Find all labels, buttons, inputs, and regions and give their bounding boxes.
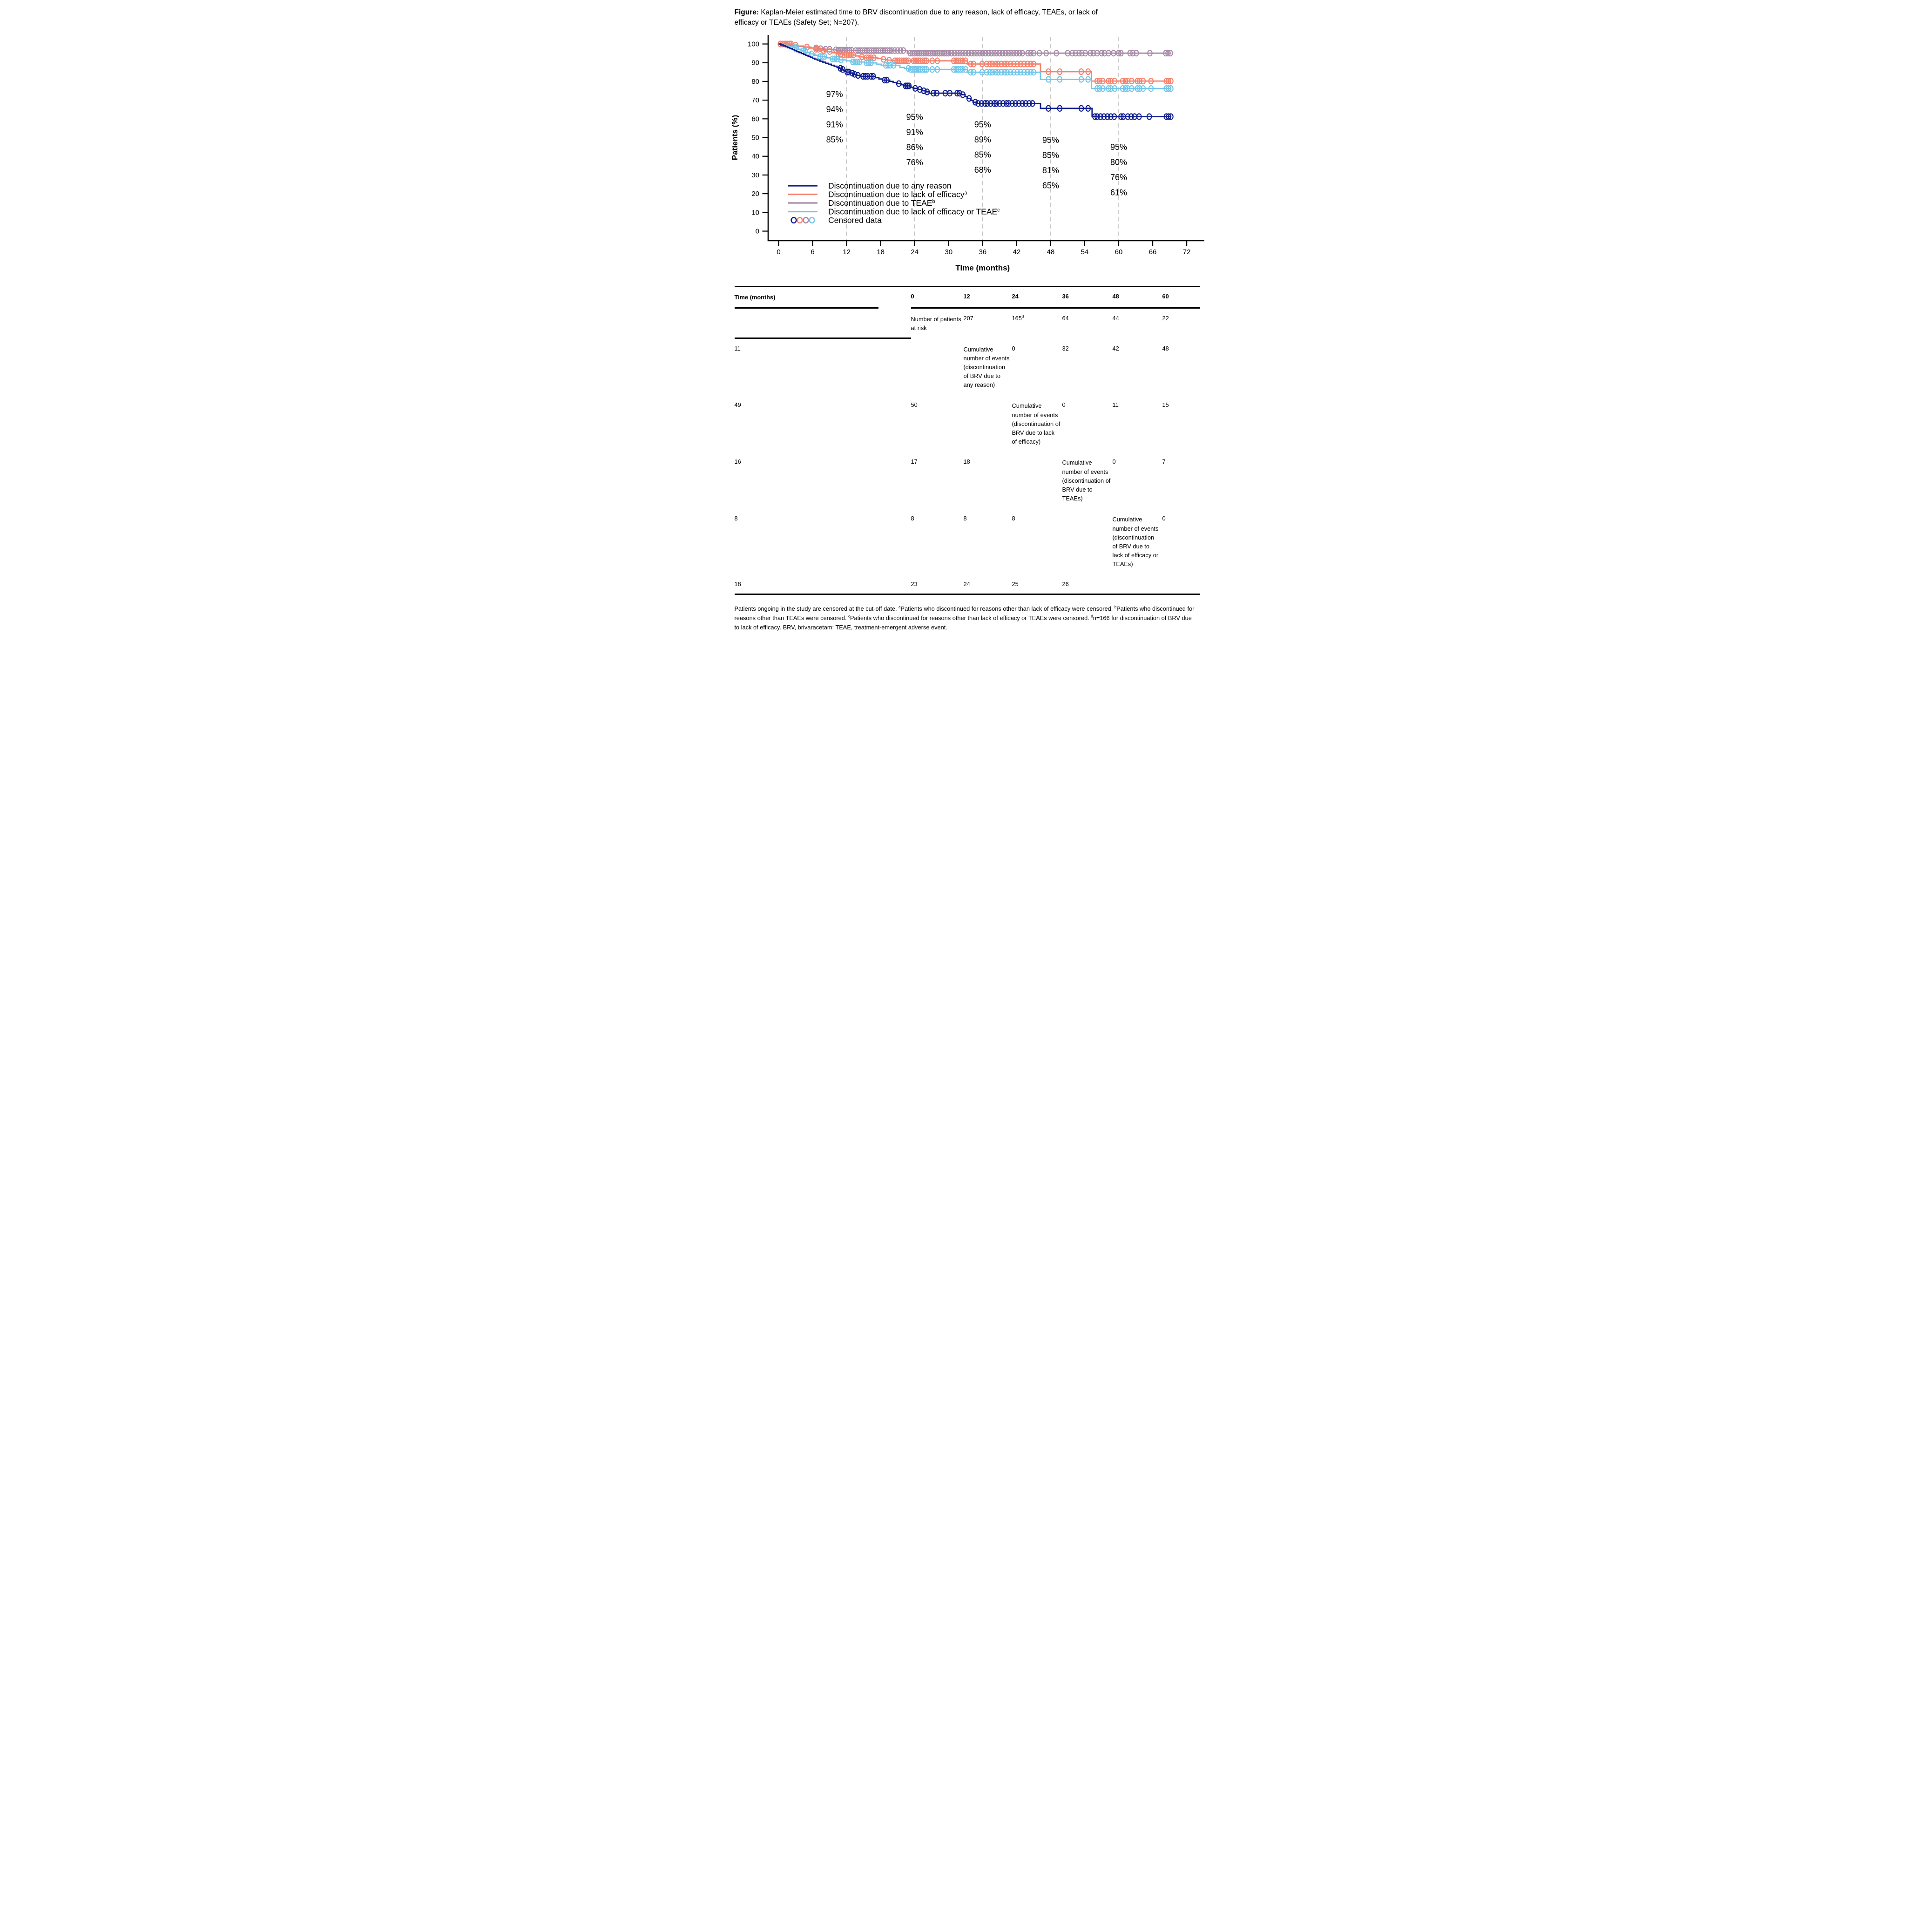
y-tick-label: 90 (751, 59, 759, 67)
y-tick-label: 40 (751, 152, 759, 161)
table-row-spacer (911, 339, 964, 396)
table-row-spacer (1113, 574, 1162, 594)
table-cell: 11 (1112, 401, 1119, 409)
annotation-60-salmon: 80% (1110, 157, 1127, 167)
legend-censor-circle-navy (791, 217, 796, 223)
table-cell: 44 (1112, 315, 1119, 322)
table-row-label: Cumulative number of events (discontinuation of BRV due to TEAEs) (1062, 459, 1111, 502)
x-tick-label: 18 (876, 248, 885, 256)
table-header-col: 24 (1012, 287, 1062, 309)
figure-page (725, 0, 1208, 641)
table-cell: 23 (911, 581, 918, 588)
table-cell: 207 (963, 315, 973, 322)
table-cell: 8 (734, 515, 738, 522)
legend-item-mauve (788, 198, 935, 208)
table-cell: 48 (1162, 344, 1169, 352)
table-cell: 15 (1162, 401, 1169, 409)
table-header-col: 36 (1062, 287, 1113, 309)
x-tick-label: 6 (810, 248, 815, 256)
table-cell: 50 (911, 401, 918, 409)
y-tick-label: 100 (747, 40, 759, 48)
y-tick-label: 30 (751, 171, 759, 179)
table-cell: 0 (1112, 458, 1116, 466)
table-cell: 22 (1162, 315, 1169, 322)
y-tick-label: 10 (751, 209, 759, 217)
y-tick-label: 60 (751, 115, 759, 123)
annotation-36-salmon: 89% (974, 135, 991, 144)
y-tick-label: 50 (751, 134, 759, 142)
figure-caption: Kaplan-Meier estimated time to BRV discontinuation due to any reason, lack of efficacy, TEAEs, or lack of efficacy or TEAEs (Safety Set; N=207). (734, 8, 1098, 27)
table-header-col: 12 (964, 287, 1012, 309)
annotation-60-lightblue: 76% (1110, 172, 1127, 182)
table-cell: 16 (734, 458, 741, 466)
annotation-12-navy: 85% (826, 135, 843, 145)
x-tick-label: 54 (1081, 248, 1088, 256)
annotation-36-navy: 68% (974, 165, 991, 175)
y-axis (747, 40, 768, 235)
legend (788, 181, 1000, 225)
footnote: Patients ongoing in the study are censored at the cut-off date. $^a$Patients who discontinued for reasons other than lack of efficacy were censored. $^b$Patients who discontinued for reasons other than TEAEs were censored. $^c$Patients who discontinued for reasons other than lack of efficacy or TEAEs were censored. $^d$n=166 for discontinuation of BRV due to lack of efficacy. BRV, brivaracetam; TEAE, treatment-emergent adverse event. (734, 605, 1195, 631)
risk-table (735, 286, 1200, 595)
table-cell: 8 (1012, 515, 1015, 522)
y-tick-label: 20 (751, 190, 759, 198)
table-row-spacer (1062, 509, 1113, 574)
table-cell: 17 (911, 458, 918, 466)
y-axis-title: Patients (%) (730, 115, 739, 161)
table-cell: 8 (963, 515, 967, 522)
table-cell: 32 (1062, 344, 1069, 352)
legend-item-navy (788, 181, 952, 190)
y-tick-label: 70 (751, 96, 759, 105)
annotation-48-salmon: 85% (1042, 150, 1059, 160)
x-tick-label: 72 (1182, 248, 1190, 256)
x-tick-label: 12 (842, 248, 851, 256)
annotation-12-mauve: 97% (826, 89, 843, 99)
table-cell: 0 (1162, 515, 1166, 522)
x-tick-label: 60 (1115, 248, 1122, 256)
table-cell: 165$^d$ (1012, 314, 1024, 322)
risk-table-container (725, 286, 1208, 595)
table-cell: 18 (734, 581, 741, 588)
km-chart (725, 30, 1208, 279)
annotation-24-navy: 76% (906, 157, 923, 167)
table-cell: 49 (734, 401, 741, 409)
annotation-24-mauve: 95% (906, 112, 923, 122)
legend-censored-label: Censored data (828, 215, 882, 225)
annotation-48-mauve: 95% (1042, 135, 1059, 145)
km-chart-container (725, 30, 1208, 279)
annotation-60-navy: 61% (1110, 188, 1127, 197)
table-header-label: Time (months) (735, 287, 878, 309)
table-cell: 0 (1062, 401, 1066, 409)
table-row-spacer (1012, 452, 1062, 509)
table-row-spacer (964, 395, 1012, 452)
annotation-12-lightblue: 91% (826, 120, 843, 129)
table-header-col: 48 (1113, 287, 1162, 309)
annotation-48-lightblue: 81% (1042, 166, 1059, 176)
legend-item-lightblue (788, 207, 1000, 216)
x-tick-label: 42 (1013, 248, 1020, 256)
annotation-12-salmon: 94% (826, 105, 843, 115)
table-row-label: Number of patients at risk (911, 316, 961, 332)
figure-title (725, 0, 1121, 30)
table-cell: 64 (1062, 315, 1069, 322)
table-cell: 0 (1012, 344, 1015, 352)
legend-censor-circle-mauve (803, 217, 808, 223)
table-row-label: Cumulative number of events (discontinuation of BRV due to lack of efficacy) (1012, 402, 1061, 446)
legend-item-censored (791, 216, 881, 225)
table-cell: 42 (1112, 344, 1119, 352)
annotation-24-lightblue: 86% (906, 142, 923, 152)
legend-label: Discontinuation due to lack of efficacy or TEAE$^c$ (828, 207, 1000, 216)
annotation-24-salmon: 91% (906, 127, 923, 137)
table-header-col: 0 (911, 287, 964, 309)
table-cell: 25 (1012, 581, 1019, 588)
annotation-36-mauve: 95% (974, 120, 991, 129)
x-tick-label: 24 (910, 248, 919, 256)
table-row-label: Cumulative number of events (discontinuation of BRV due to any reason) (963, 345, 1010, 389)
legend-label: Discontinuation due to any reason (828, 181, 952, 190)
table-header-col: 60 (1162, 287, 1200, 309)
table-row-label: Cumulative number of events (discontinuation of BRV due to lack of efficacy or TEAEs) (1112, 516, 1159, 568)
annotation-60-mauve: 95% (1110, 142, 1127, 152)
legend-label: Discontinuation due to lack of efficacy$^a$ (828, 189, 967, 199)
table-cell: 18 (963, 458, 970, 466)
table-cell: 8 (911, 515, 914, 522)
annotation-36-lightblue: 85% (974, 150, 991, 160)
y-tick-label: 80 (751, 77, 759, 86)
x-tick-label: 30 (944, 248, 952, 256)
x-axis (777, 241, 1190, 256)
annotation-48-navy: 65% (1042, 181, 1059, 190)
table-cell: 11 (734, 344, 741, 352)
x-tick-label: 36 (978, 248, 986, 256)
x-axis-title: Time (months) (955, 263, 1010, 272)
table-cell: 7 (1162, 458, 1166, 466)
x-tick-label: 66 (1148, 248, 1156, 256)
figure-label: Figure: (734, 8, 759, 16)
table-header-spacer (735, 309, 911, 338)
x-tick-label: 48 (1047, 248, 1054, 256)
table-cell: 24 (963, 581, 970, 588)
legend-item-salmon (788, 189, 967, 199)
y-tick-label: 0 (755, 227, 759, 236)
x-tick-label: 0 (776, 248, 781, 256)
legend-censor-circle-lightblue (809, 217, 814, 223)
legend-label: Discontinuation due to TEAE$^b$ (828, 198, 935, 208)
table-cell: 26 (1062, 581, 1069, 588)
annotation-block-12 (826, 90, 843, 145)
legend-censor-circle-salmon (797, 217, 802, 223)
